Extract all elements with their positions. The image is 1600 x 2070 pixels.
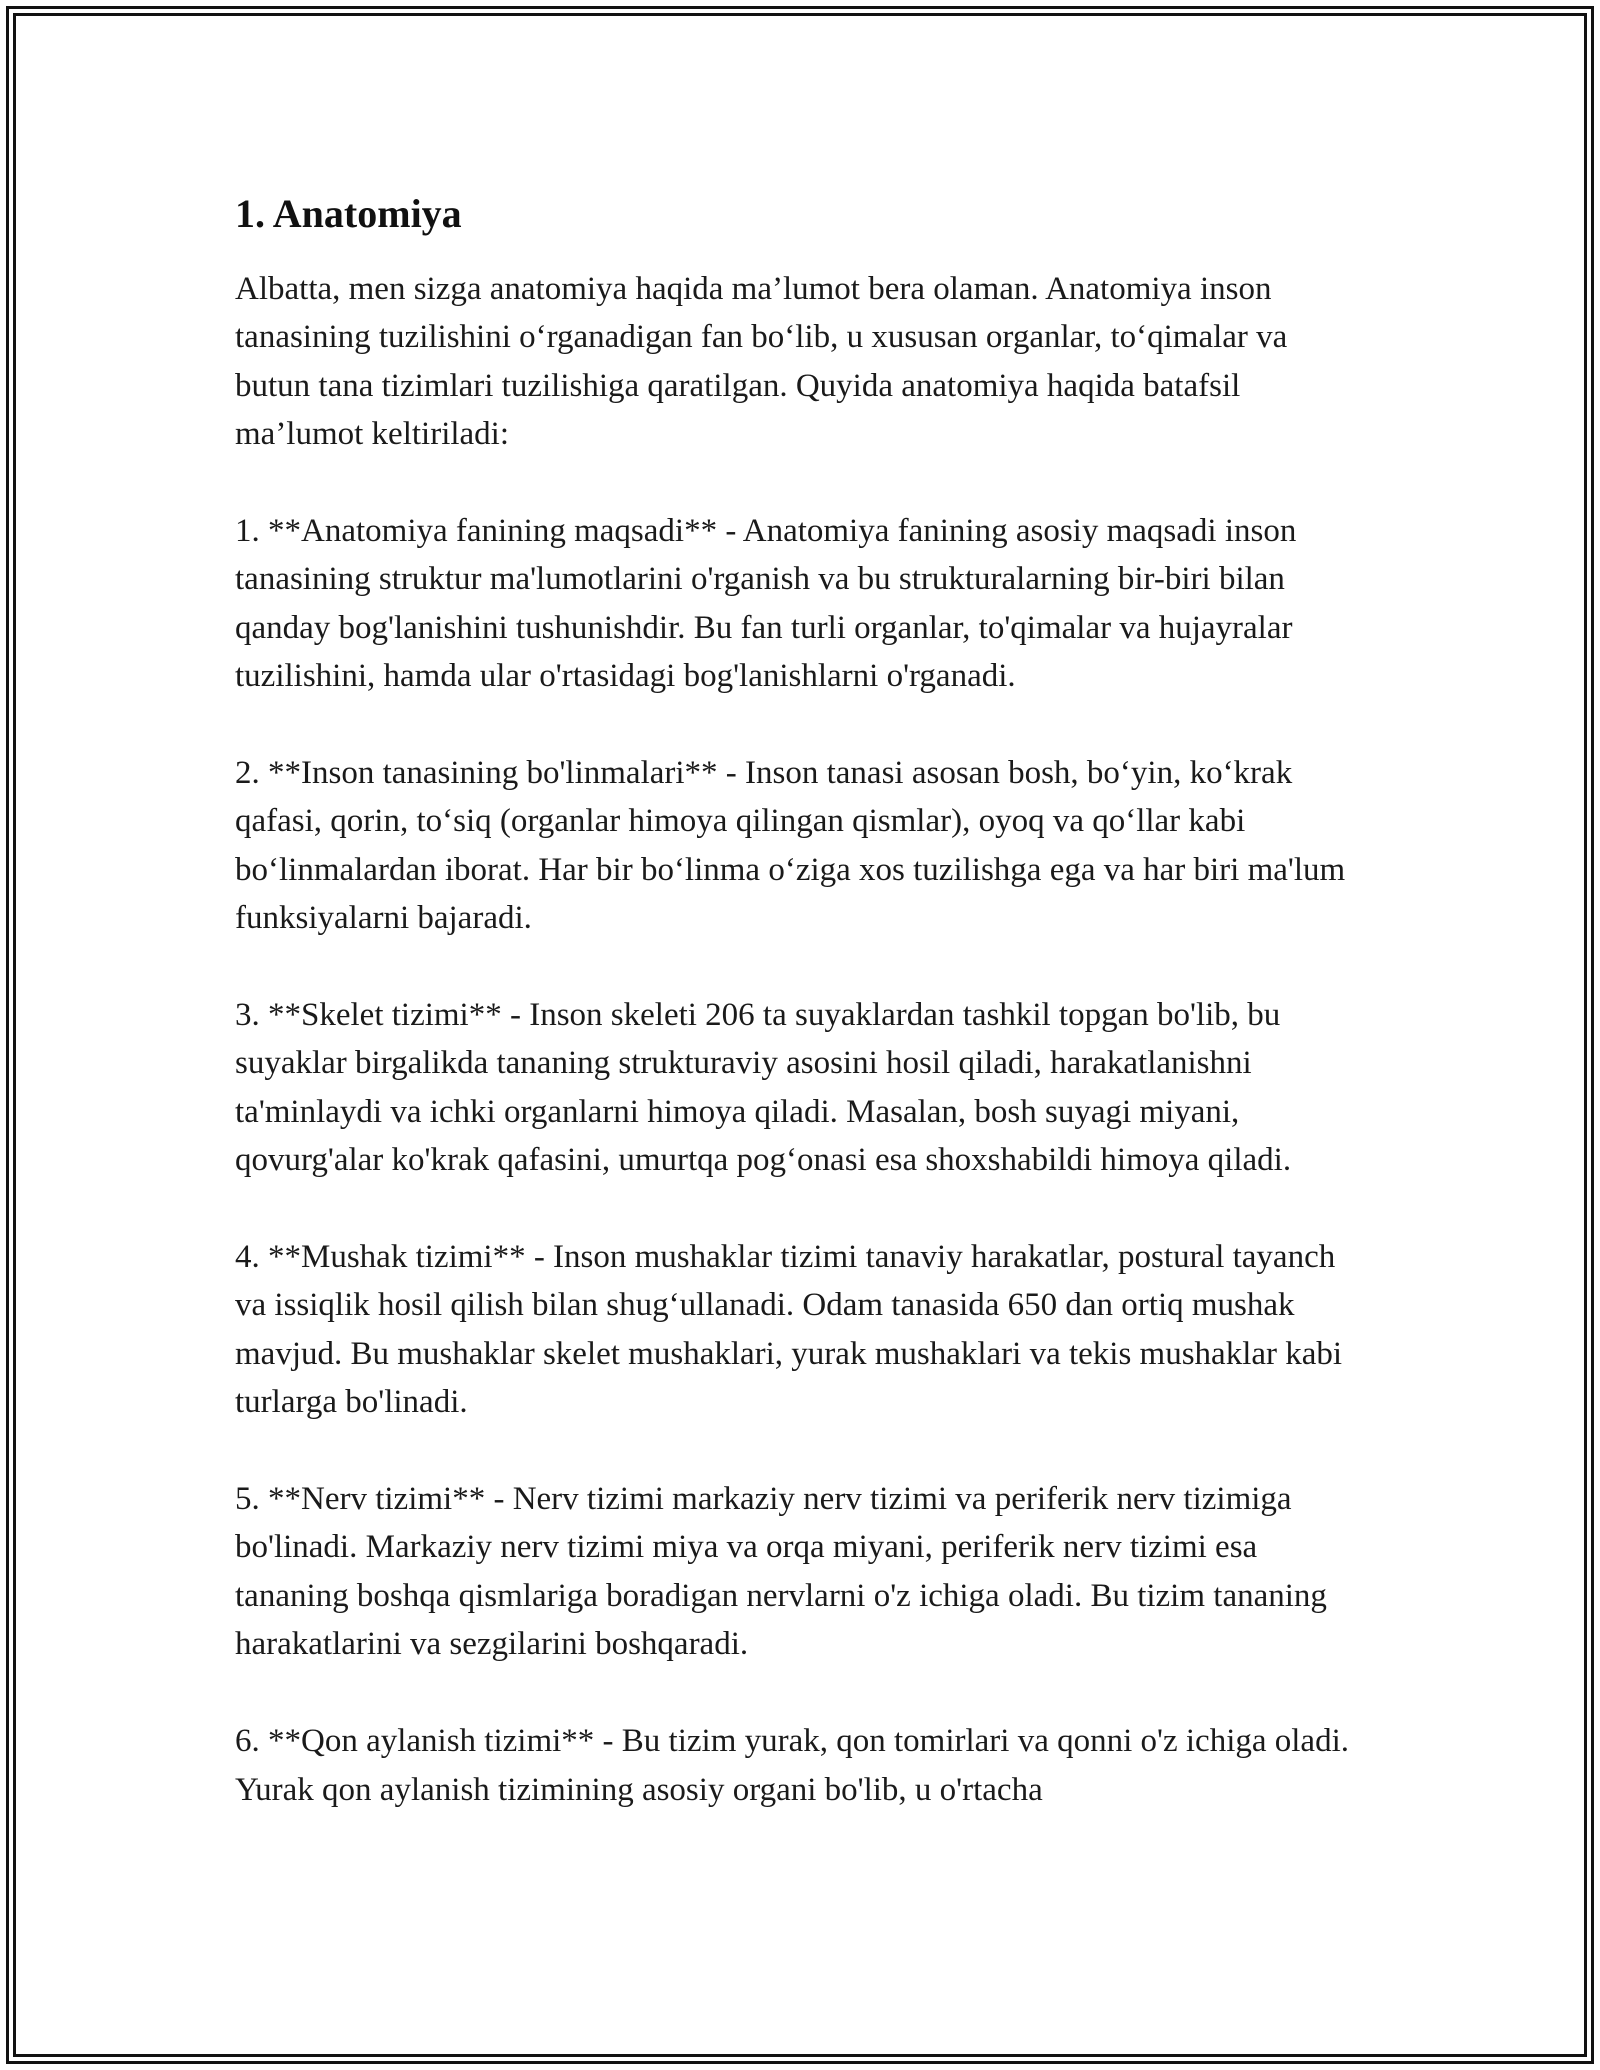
section-paragraph: 6. **Qon aylanish tizimi** - Bu tizim yurak, qon tomirlari va qonni o'z ichiga oladi. Yurak qon aylanish tizimining asosiy organi bo'lib, u o'rtacha	[235, 1723, 1349, 1808]
section-paragraph: 2. **Inson tanasining bo'linmalari** - Inson tanasi asosan bosh, bo‘yin, ko‘krak qafasi, qorin, to‘siq (organlar himoya qilingan qismlar), oyoq va qo‘llar kabi bo‘linmalardan iborat. Har bir bo‘linma o‘ziga xos tuzilishga ega va har biri ma'lum funksiyalarni bajaradi.	[235, 755, 1346, 937]
section-paragraph: 4. **Mushak tizimi** - Inson mushaklar tizimi tanaviy harakatlar, postural tayanch va issiqlik hosil qilish bilan shug‘ullanadi. Odam tanasida 650 dan ortiq mushak mavjud. Bu mushaklar skelet mushaklari, yurak mushaklari va tekis mushaklar kabi turlarga bo'linadi.	[235, 1239, 1343, 1421]
document-body	[235, 186, 1365, 1814]
section-paragraph: 5. **Nerv tizimi** - Nerv tizimi markaziy nerv tizimi va periferik nerv tizimiga bo'linadi. Markaziy nerv tizimi miya va orqa miyani, periferik nerv tizimi esa tananing boshqa qismlariga boradigan nervlarni o'z ichiga oladi. Bu tizim tananing harakatlarini va sezgilarini boshqaradi.	[235, 1481, 1327, 1663]
intro-paragraph: Albatta, men sizga anatomiya haqida ma’lumot bera olaman. Anatomiya inson tanasining tuzilishini o‘rganadigan fan bo‘lib, u xususan organlar, to‘qimalar va butun tana tizimlari tuzilishiga qaratilgan. Quyida anatomiya haqida batafsil ma’lumot keltiriladi:	[235, 271, 1288, 453]
section-paragraph: 3. **Skelet tizimi** - Inson skeleti 206 ta suyaklardan tashkil topgan bo'lib, bu suyaklar birgalikda tananing strukturaviy asosini hosil qiladi, harakatlanishni ta'minlaydi va ichki organlarni himoya qiladi. Masalan, bosh suyagi miyani, qovurg'alar ko'krak qafasini, umurtqa pog‘onasi esa shoxshabildi himoya qiladi.	[235, 997, 1292, 1179]
document-title: 1. Anatomiya	[235, 191, 462, 236]
section-paragraph: 1. **Anatomiya fanining maqsadi** - Anatomiya fanining asosiy maqsadi inson tanasining struktur ma'lumotlarini o'rganish va bu strukturalarning bir-biri bilan qanday bog'lanishini tushunishdir. Bu fan turli organlar, to'qimalar va hujayralar tuzilishini, hamda ular o'rtasidagi bog'lanishlarni o'rganadi.	[235, 513, 1297, 695]
